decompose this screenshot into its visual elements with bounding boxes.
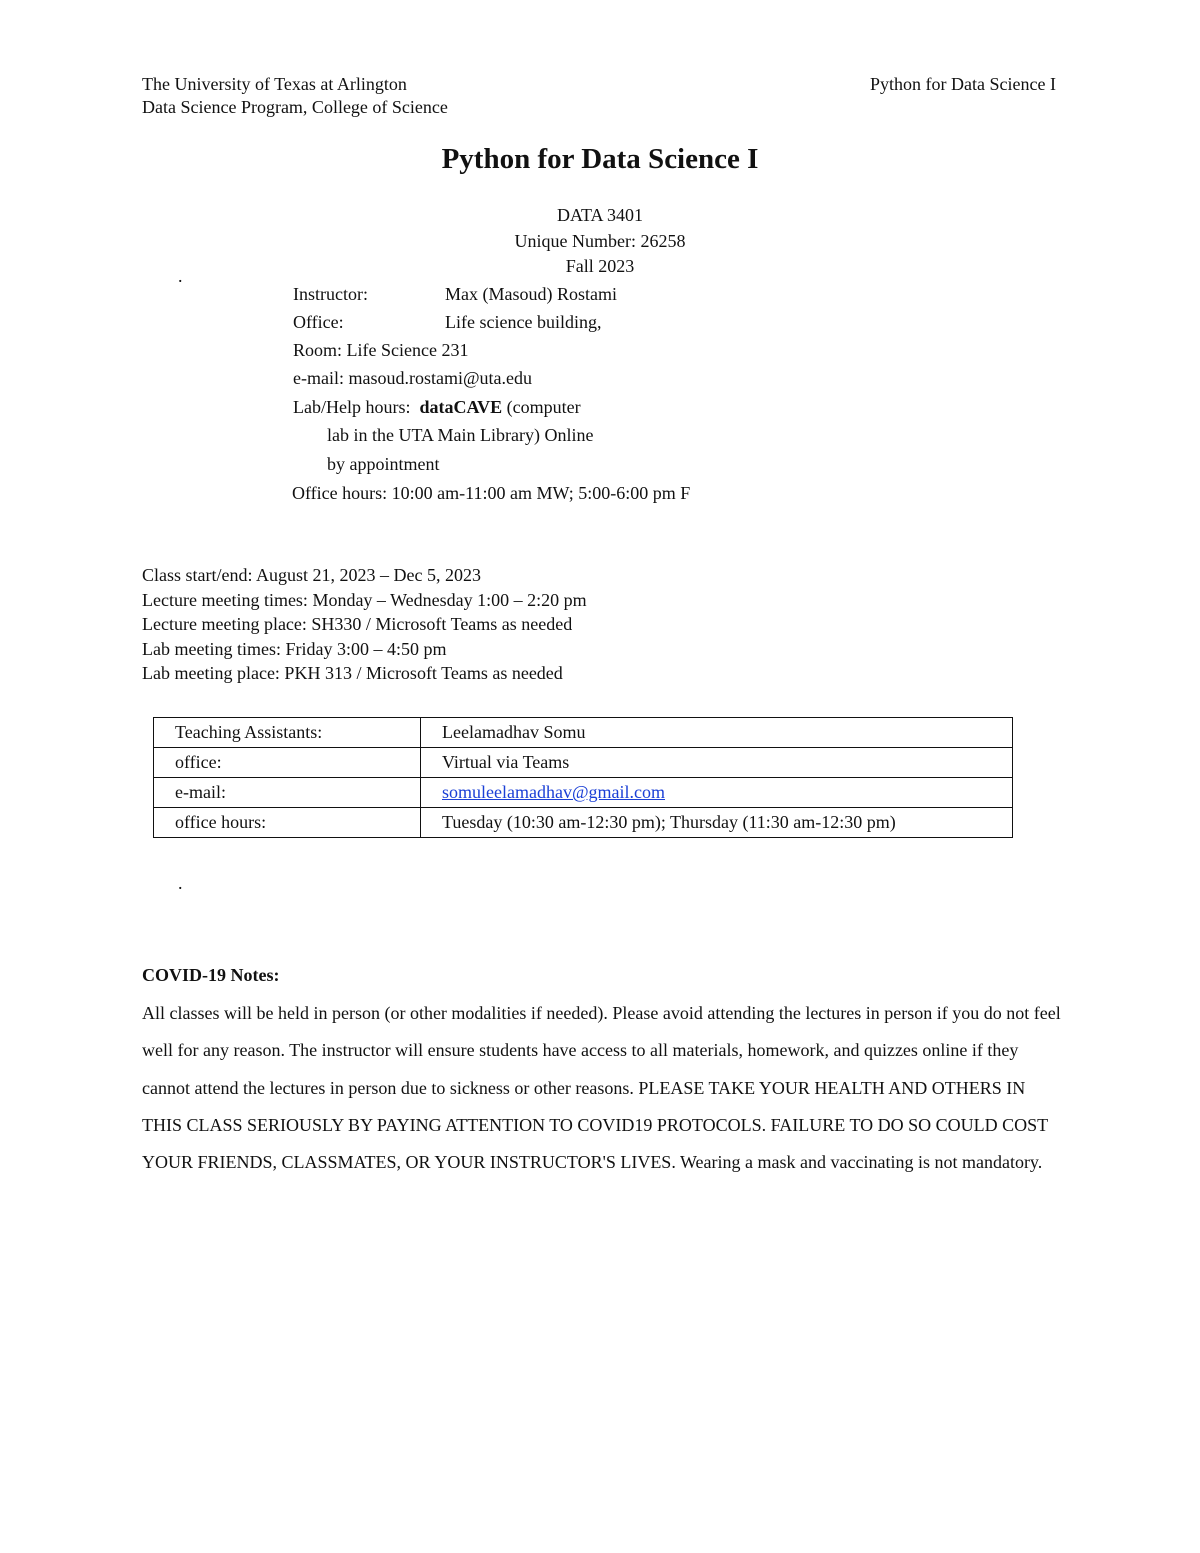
covid-heading: COVID-19 Notes: [142, 965, 280, 985]
ta-email-label: e-mail: [154, 778, 421, 808]
office-hours: Office hours: 10:00 am-11:00 am MW; 5:00-6:00 pm F [292, 483, 691, 503]
stray-dot: . [178, 873, 183, 893]
table-row [154, 718, 1013, 748]
ta-name: Leelamadhav Somu [421, 718, 1013, 748]
course-term: Fall 2023 [565, 256, 635, 276]
lab-hours-line2: lab in the UTA Main Library) Online [327, 425, 594, 445]
instructor-row [293, 280, 617, 308]
class-dates: Class start/end: August 21, 2023 – Dec 5, 2023 [142, 565, 481, 585]
unique-number: Unique Number: 26258 [514, 231, 686, 251]
covid-body: All classes will be held in person (or other modalities if needed). Please avoid attending the lectures in person if you do not feel well for any reason. The instructor will ensure students have access to all materials, homework, and quizzes online if they cannot attend the lectures in person due to sickness or other reasons. PLEASE TAKE YOUR HEALTH AND OTHERS IN THIS CLASS SERIOUSLY BY PAYING ATTENTION TO COVID19 PROTOCOLS. FAILURE TO DO SO COULD COST YOUR FRIENDS, CLASSMATES, OR YOUR INSTRUCTOR'S LIVES. Wearing a mask and vaccinating is not mandatory. [142, 1003, 1061, 1173]
page-title: Python for Data Science I [441, 143, 759, 175]
instructor-name: Max (Masoud) Rostami [445, 284, 617, 304]
course-code: DATA 3401 [556, 205, 644, 225]
ta-table [153, 717, 1013, 838]
instructor-label: Instructor: [293, 284, 368, 304]
lab-hours-label: Lab/Help hours: [293, 397, 411, 417]
lab-hours-rest: (computer [502, 397, 581, 417]
ta-email-link[interactable]: somuleelamadhav@gmail.com [442, 782, 666, 802]
table-row [154, 778, 1013, 808]
ta-email-cell [421, 778, 1013, 808]
lecture-place: Lecture meeting place: SH330 / Microsoft Teams as needed [142, 614, 573, 634]
ta-office-value: Virtual via Teams [421, 748, 1013, 778]
lab-place: Lab meeting place: PKH 313 / Microsoft Teams as needed [142, 663, 563, 683]
table-row [154, 748, 1013, 778]
lab-times: Lab meeting times: Friday 3:00 – 4:50 pm [142, 639, 447, 659]
header-course: Python for Data Science I [870, 74, 1056, 94]
header-university: The University of Texas at Arlington [142, 74, 407, 94]
office-label: Office: [293, 312, 344, 332]
ta-hours-label: office hours: [154, 808, 421, 838]
lecture-times: Lecture meeting times: Monday – Wednesday 1:00 – 2:20 pm [142, 590, 587, 610]
header-program: Data Science Program, College of Science [142, 97, 448, 117]
room-row: Room: Life Science 231 [293, 340, 469, 360]
ta-label: Teaching Assistants: [154, 718, 421, 748]
table-row [154, 808, 1013, 838]
lab-hours-line3: by appointment [327, 454, 440, 474]
stray-dot: . [178, 266, 183, 286]
lab-hours-row [293, 393, 581, 421]
office-row [293, 308, 601, 336]
ta-office-label: office: [154, 748, 421, 778]
ta-hours-value: Tuesday (10:30 am-12:30 pm); Thursday (11:30 am-12:30 pm) [421, 808, 1013, 838]
datacave-name: dataCAVE [419, 397, 503, 417]
instructor-email: e-mail: masoud.rostami@uta.edu [293, 368, 533, 388]
office-value: Life science building, [445, 312, 602, 332]
